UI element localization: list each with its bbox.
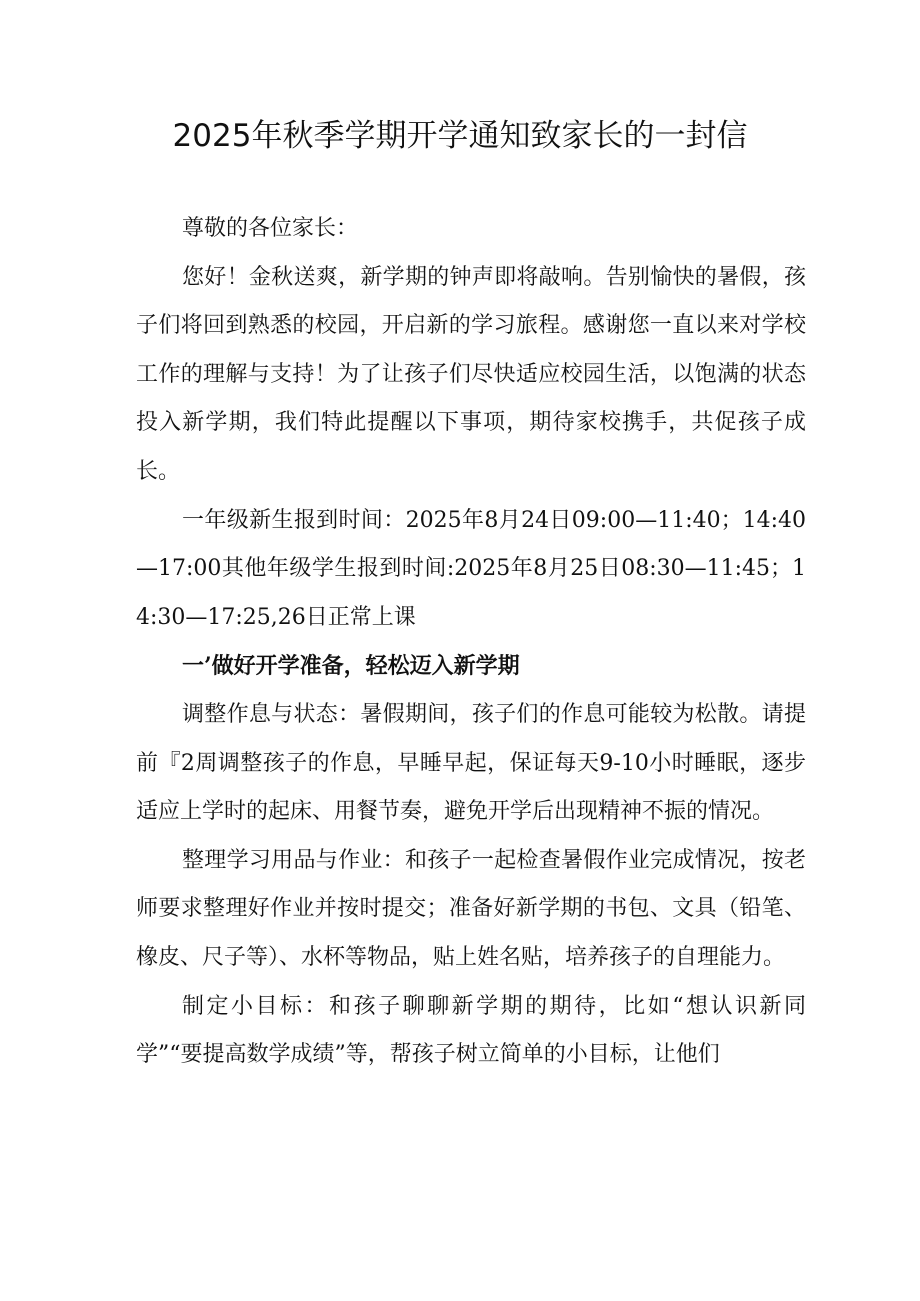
greeting-paragraph: 尊敬的各位家长：	[182, 216, 359, 241]
document-title: 2025年秋季学期开学通知致家长的一封信	[172, 118, 748, 154]
intro-paragraph: 您好！金秋送爽，新学期的钟声即将敲响。告别愉快的暑假，孩子们将回到熟悉的校园，开启新的学习旅程。感谢您一直以来对学校工作的理解与支持！为了让孩子们尽快适应校园生活，以饱满的状态投入新学期，我们特此提醒以下事项，期待家校携手，共促孩子成长。	[136, 264, 806, 484]
section-heading: 一’做好开学准备，轻松迈入新学期	[182, 653, 520, 680]
letter-body	[136, 205, 806, 1080]
routine-paragraph: 调整作息与状态：暑假期间，孩子们的作息可能较为松散。请提前『2周调整孩子的作息，早睡早起，保证每天9-10小时睡眠，逐步适应上学时的起床、用餐节奏，避免开学后出现精神不振的情况。	[136, 701, 806, 825]
schedule-paragraph: 一年级新生报到时间：2025年8月24日09:00—11:40；14:40—17:00其他年级学生报到时间:2025年8月25日08:30—11:45；14:30—17:25,26日正常上课	[136, 507, 806, 630]
supplies-paragraph: 整理学习用品与作业：和孩子一起检查暑假作业完成情况，按老师要求整理好作业并按时提交；准备好新学期的书包、文具（铅笔、橡皮、尺子等）、水杯等物品，贴上姓名贴，培养孩子的自理能力。	[136, 847, 806, 970]
goals-paragraph: 制定小目标：和孩子聊聊新学期的期待，比如“想认识新同学”“要提高数学成绩”等，帮孩子树立简单的小目标，让他们	[136, 993, 806, 1068]
